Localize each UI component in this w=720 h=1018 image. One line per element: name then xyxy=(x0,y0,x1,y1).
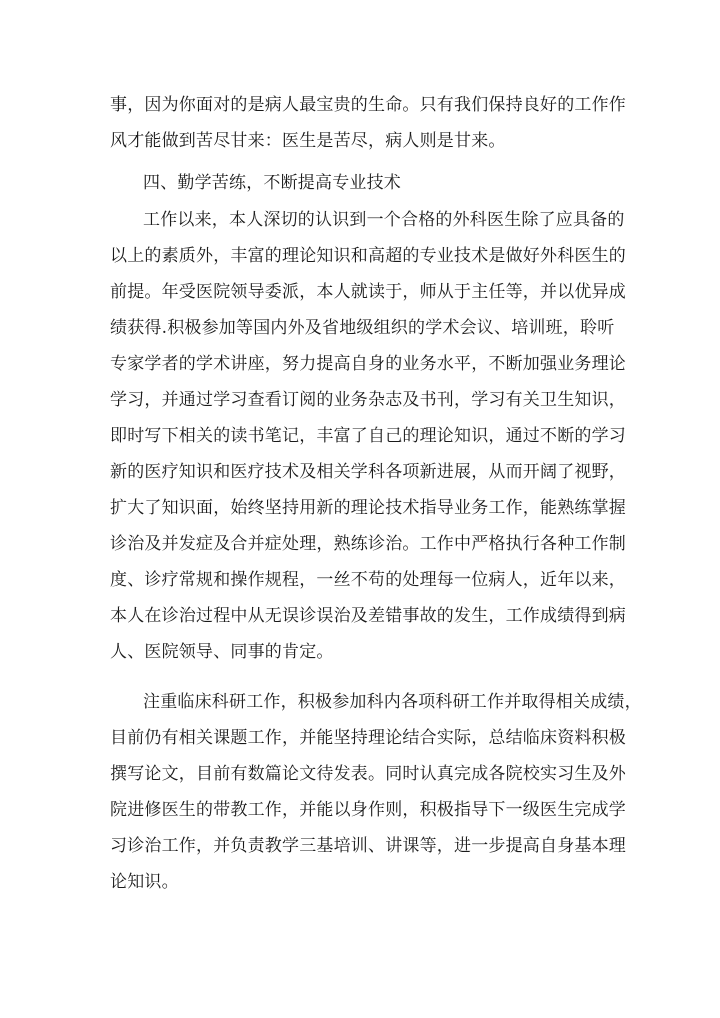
paragraph-line: 以上的素质外，丰富的理论知识和高超的专业技术是做好外科医生的 xyxy=(110,246,626,266)
paragraph-line: 院进修医生的带教工作，并能以身作则，积极指导下一级医生完成学 xyxy=(110,800,626,820)
paragraph-line: 学习，并通过学习查看订阅的业务杂志及书刊，学习有关卫生知识， xyxy=(110,390,626,410)
section-heading: 四、勤学苦练，不断提高专业技术 xyxy=(143,173,401,193)
paragraph-line: 人、医院领导、同事的肯定。 xyxy=(110,642,334,662)
paragraph-line: 习诊治工作，并负责教学三基培训、讲课等，进一步提高自身基本理 xyxy=(110,836,626,856)
paragraph-line: 风才能做到苦尽甘来：医生是苦尽，病人则是甘来。 xyxy=(110,131,506,151)
paragraph-line: 度、诊疗常规和操作规程，一丝不苟的处理每一位病人，近年以来， xyxy=(110,570,626,590)
paragraph-line: 工作以来，本人深切的认识到一个合格的外科医生除了应具备的 xyxy=(143,210,625,230)
paragraph-line: 撰写论文，目前有数篇论文待发表。同时认真完成各院校实习生及外 xyxy=(110,764,626,784)
paragraph-line: 扩大了知识面，始终坚持用新的理论技术指导业务工作，能熟练掌握 xyxy=(110,498,626,518)
paragraph-line: 诊治及并发症及合并症处理，熟练诊治。工作中严格执行各种工作制 xyxy=(110,534,626,554)
paragraph-line: 绩获得.积极参加等国内外及省地级组织的学术会议、培训班，聆听 xyxy=(110,318,615,338)
paragraph-line: 新的医疗知识和医疗技术及相关学科各项新进展，从而开阔了视野， xyxy=(110,462,626,482)
paragraph-line: 论知识。 xyxy=(110,872,179,892)
paragraph-line: 注重临床科研工作，积极参加科内各项科研工作并取得相关成绩， xyxy=(143,692,642,712)
paragraph-line: 事，因为你面对的是病人最宝贵的生命。只有我们保持良好的工作作 xyxy=(110,95,626,115)
paragraph-line: 前提。年受医院领导委派，本人就读于，师从于主任等，并以优异成 xyxy=(110,282,626,302)
paragraph-line: 本人在诊治过程中从无误诊误治及差错事故的发生，工作成绩得到病 xyxy=(110,606,626,626)
paragraph-line: 即时写下相关的读书笔记，丰富了自己的理论知识，通过不断的学习 xyxy=(110,426,626,446)
paragraph-line: 专家学者的学术讲座，努力提高自身的业务水平，不断加强业务理论 xyxy=(110,354,626,374)
paragraph-line: 目前仍有相关课题工作，并能坚持理论结合实际，总结临床资料积极 xyxy=(110,728,626,748)
